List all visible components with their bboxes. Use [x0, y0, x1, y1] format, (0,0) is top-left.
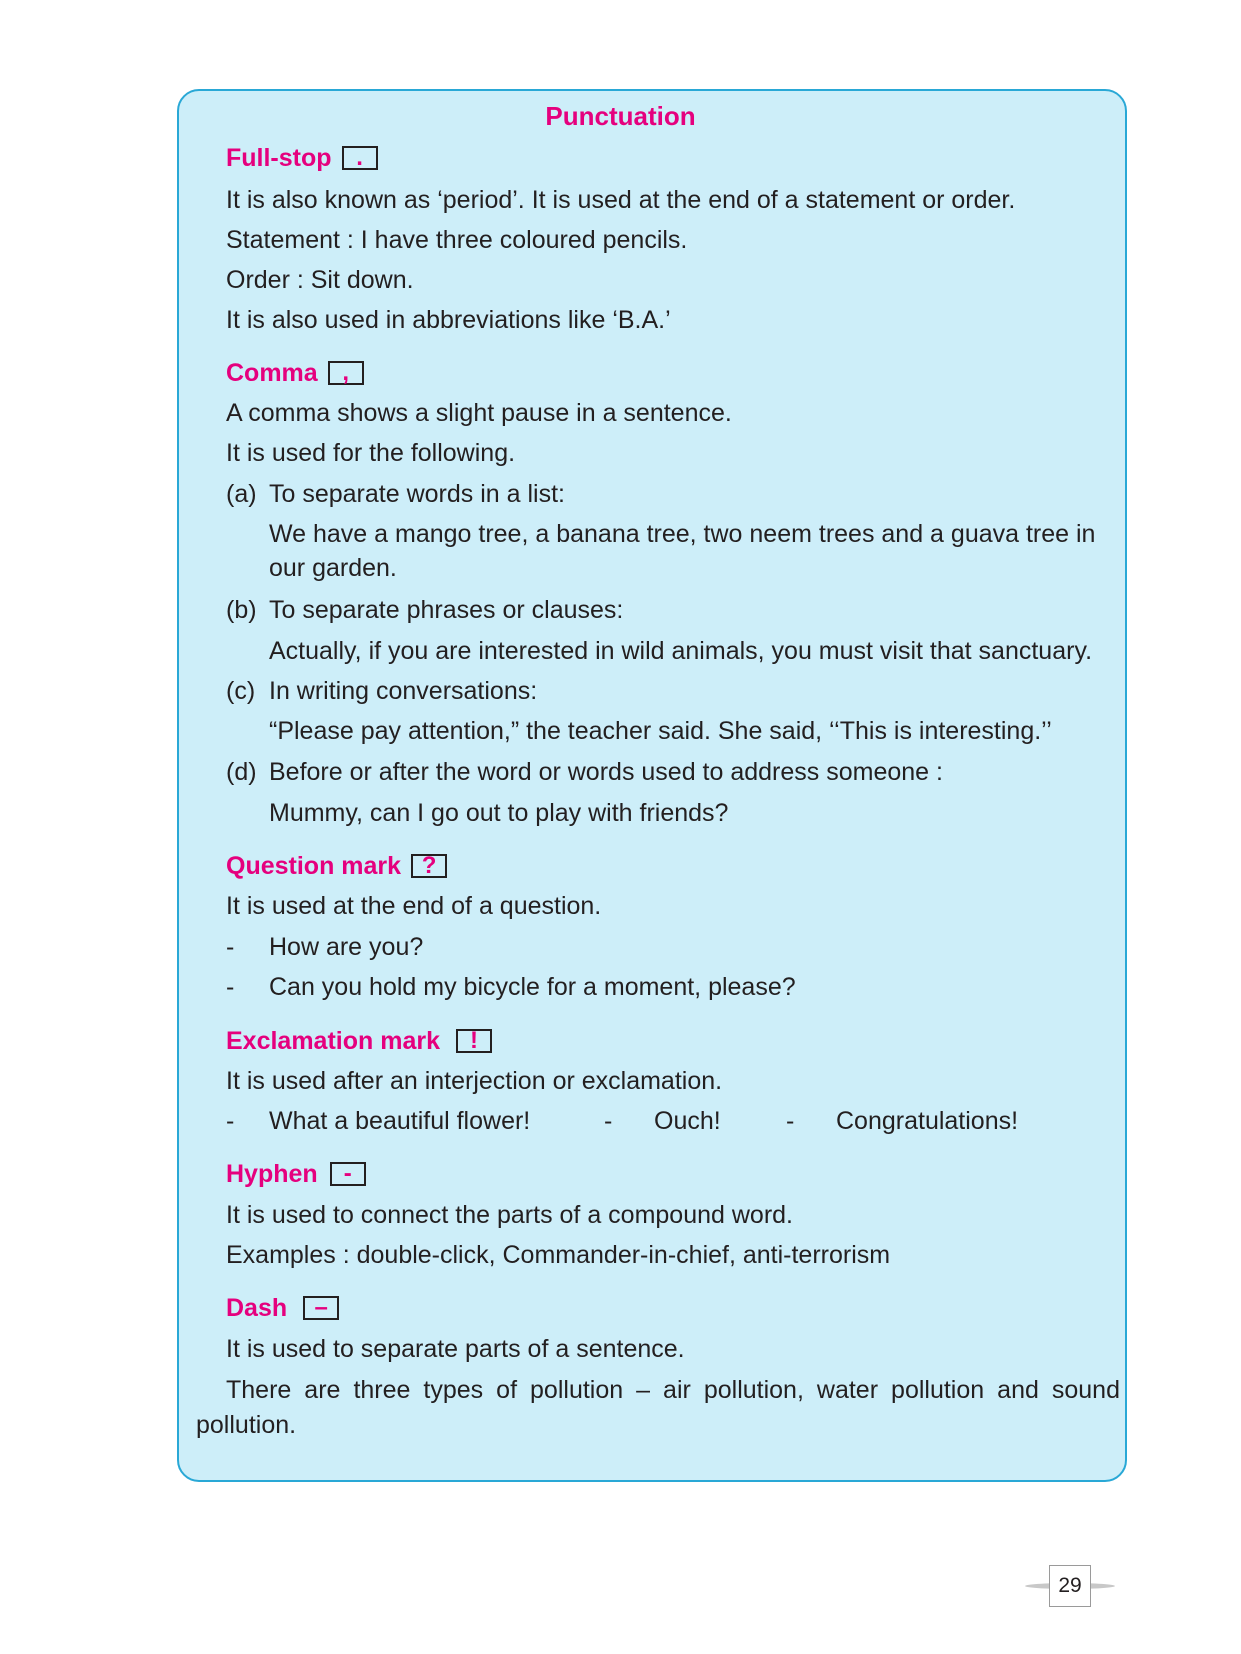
- question-line: It is used at the end of a question.: [226, 892, 602, 920]
- exclamation-heading: [226, 1026, 492, 1056]
- dash-paragraph-line-1: There are three types of pollution – air pollution, water pollution and sound: [226, 1376, 1120, 1404]
- question-bullet-1-dash: -: [226, 933, 235, 961]
- exclamation-example-3-dash: -: [786, 1107, 795, 1135]
- dash-paragraph-line-2: pollution.: [196, 1411, 297, 1439]
- dash-line: It is used to separate parts of a sentence.: [226, 1335, 685, 1363]
- comma-item-b-label: (b): [226, 596, 257, 624]
- fullstop-line-4: It is also used in abbreviations like ‘B.A.’: [226, 306, 671, 334]
- comma-item-a-example-cont: our garden.: [269, 554, 397, 582]
- exclamation-line: It is used after an interjection or exclamation.: [226, 1067, 723, 1095]
- page-title: Punctuation: [545, 101, 696, 131]
- fullstop-line-3: Order : Sit down.: [226, 266, 414, 294]
- exclamation-symbol-box: !: [456, 1029, 492, 1053]
- page-number-tab: [1025, 1565, 1115, 1609]
- hyphen-line-2: Examples : double-click, Commander-in-chief, anti-terrorism: [226, 1241, 891, 1269]
- fullstop-heading: [226, 143, 378, 173]
- hyphen-line-1: It is used to connect the parts of a compound word.: [226, 1201, 793, 1229]
- question-heading: [226, 851, 447, 881]
- fullstop-line-2: Statement : I have three coloured pencils.: [226, 226, 688, 254]
- comma-item-d-label: (d): [226, 758, 257, 786]
- comma-item-d-example: Mummy, can I go out to play with friends?: [269, 799, 729, 827]
- fullstop-line-1: It is also known as ‘period’. It is used at the end of a statement or order.: [226, 186, 1016, 214]
- comma-symbol-box: ,: [328, 361, 364, 385]
- comma-item-b-example: Actually, if you are interested in wild animals, you must visit that sanctuary.: [269, 637, 1093, 665]
- comma-heading-label: Comma: [226, 359, 318, 387]
- fullstop-heading-label: Full-stop: [226, 144, 332, 172]
- exclamation-example-3: Congratulations!: [836, 1107, 1019, 1135]
- comma-item-a-label: (a): [226, 480, 257, 508]
- comma-intro-1: A comma shows a slight pause in a sentence.: [226, 399, 732, 427]
- hyphen-symbol-box: -: [330, 1162, 366, 1186]
- hyphen-heading-label: Hyphen: [226, 1160, 318, 1188]
- exclamation-heading-label: Exclamation mark: [226, 1027, 440, 1055]
- question-bullet-2: Can you hold my bicycle for a moment, please?: [269, 973, 796, 1001]
- exclamation-example-2: Ouch!: [654, 1107, 721, 1135]
- dash-heading-label: Dash: [226, 1294, 288, 1322]
- dash-symbol-box: –: [303, 1296, 339, 1320]
- question-heading-label: Question mark: [226, 852, 402, 880]
- comma-item-d-text: Before or after the word or words used to address someone :: [269, 758, 943, 786]
- comma-item-c-label: (c): [226, 677, 256, 705]
- exclamation-example-1-dash: -: [226, 1107, 235, 1135]
- comma-item-a-example: We have a mango tree, a banana tree, two neem trees and a guava tree in: [269, 520, 1096, 548]
- question-bullet-1: How are you?: [269, 933, 424, 961]
- hyphen-heading: [226, 1159, 366, 1189]
- fullstop-symbol-box: .: [342, 146, 378, 170]
- comma-item-a-text: To separate words in a list:: [269, 480, 565, 508]
- exclamation-example-2-dash: -: [604, 1107, 613, 1135]
- comma-item-c-example: “Please pay attention,” the teacher said. She said, ‘‘This is interesting.’’: [269, 717, 1052, 745]
- comma-heading: [226, 358, 364, 388]
- comma-item-b-text: To separate phrases or clauses:: [269, 596, 624, 624]
- page-number: 29: [1049, 1565, 1091, 1607]
- dash-heading: [226, 1293, 339, 1323]
- comma-intro-2: It is used for the following.: [226, 439, 516, 467]
- question-symbol-box: ?: [411, 854, 447, 878]
- comma-item-c-text: In writing conversations:: [269, 677, 538, 705]
- question-bullet-2-dash: -: [226, 973, 235, 1001]
- exclamation-example-1: What a beautiful flower!: [269, 1107, 531, 1135]
